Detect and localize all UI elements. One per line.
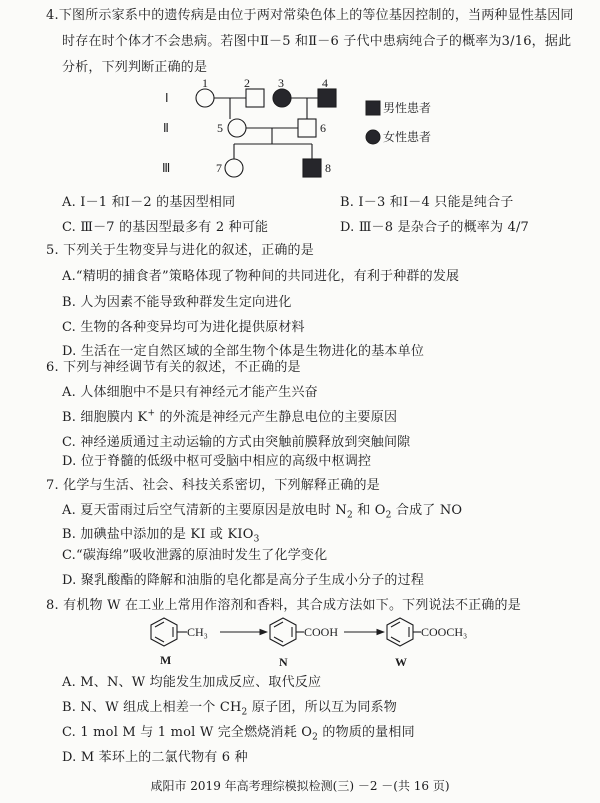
individual-6-male [298,119,316,137]
label-n: N [279,655,288,669]
generation-III-label: Ⅲ [162,161,171,175]
n-substituent: COOH [304,625,339,639]
svg-text:8: 8 [325,161,331,175]
pedigree-legend [366,100,431,144]
q4-stem-line3: 分析，下列判断正确的是 [62,60,208,75]
legend-male-affected-label: 男性患者 [383,101,432,115]
individual-8-male-affected [303,159,321,177]
svg-text:4: 4 [322,76,328,90]
synthesis-scheme [140,614,480,672]
q8-stem: 8. 有机物 W 在工业上常用作溶剂和香料，其合成方法如下。下列说法不正确的是 [46,598,521,613]
svg-text:6: 6 [320,121,326,135]
q5-option-c: C. 生物的各种变异均可为进化提供原材料 [62,320,305,335]
label-m: M [160,653,172,667]
q6-option-a: A. 人体细胞中不是只有神经元才能产生兴奋 [62,385,318,400]
q4-stem-line1: 4.下图所示家系中的遗传病是由位于两对常染色体上的等位基因控制的，当两种显性基因同 [46,8,574,23]
pedigree-diagram [150,76,480,194]
q5-stem: 5. 下列关于生物变异与进化的叙述，正确的是 [46,243,314,258]
q4-option-a: A. Ⅰ－1 和Ⅰ－2 的基因型相同 [62,195,236,210]
q8-option-d: D. M 苯环上的二氯代物有 6 种 [62,750,248,765]
q6-option-d: D. 位于脊髓的低级中枢可受脑中相应的高级中枢调控 [62,454,372,469]
male-affected-legend-icon [366,101,380,115]
individual-3-female-affected [273,89,291,107]
q4-stem-line2: 时存在时个体才不会患病。若图中Ⅱ－5 和Ⅱ－6 子代中患病纯合子的概率为3/16，据此 [62,34,572,49]
label-w: W [395,655,407,669]
w-substituent: COOCH₃ [421,625,468,639]
benzene-ring-w [387,618,421,646]
q4-number: 4. [46,8,59,23]
legend-female-affected-label: 女性患者 [383,130,432,144]
q7-option-c: C.“碳海绵”吸收泄露的原油时发生了化学变化 [62,548,328,563]
female-affected-legend-icon [366,130,380,144]
q4-option-d: D. Ⅲ－8 是杂合子的概率为 4/7 [340,220,530,235]
q5-option-d: D. 生活在一定自然区域的全部生物个体是生物进化的基本单位 [62,344,425,359]
individual-4-male-affected [318,89,336,107]
generation-II-label: Ⅱ [163,121,169,135]
q5-option-a: A.“精明的捕食者”策略体现了物种间的共同进化，有利于种群的发展 [62,269,460,284]
svg-text:5: 5 [217,121,223,135]
svg-text:1: 1 [202,76,208,90]
q7-option-d: D. 聚乳酸酯的降解和油脂的皂化都是高分子生成小分子的过程 [62,573,425,588]
svg-text:7: 7 [216,161,222,175]
generation-I-label: Ⅰ [165,91,169,105]
q4-option-b: B. Ⅰ－3 和Ⅰ－4 只能是纯合子 [340,195,514,210]
q4-option-c: C. Ⅲ－7 的基因型最多有 2 种可能 [62,220,269,235]
individual-1-female [196,89,214,107]
individual-7-female [225,159,243,177]
q8-option-a: A. M、N、W 均能发生加成反应、取代反应 [62,675,322,690]
q7-option-b: B. 加碘盐中添加的是 KI 或 $KIO_3$ [62,527,260,545]
q6-option-b: B. 细胞膜内 K+ 的外流是神经元产生静息电位的主要原因 [62,408,398,425]
page-footer: 咸阳市 2019 年高考理综模拟检测(三) －2 －(共 16 页) [150,779,450,793]
svg-text:3: 3 [278,76,284,90]
q6-option-c: C. 神经递质通过主动运输的方式由突触前膜释放到突触间隙 [62,435,411,450]
q8-option-b: B. N、W 组成上相差一个 $CH_2$ 原子团，所以互为同系物 [62,700,397,718]
q8-option-c: C. 1 mol M 与 1 mol W 完全燃烧消耗 $O_2$ 的物质的量相同 [62,725,415,743]
q6-stem: 6. 下列与神经调节有关的叙述，不正确的是 [46,360,301,375]
individual-2-male [246,89,264,107]
q7-stem: 7. 化学与生活、社会、科技关系密切，下列解释正确的是 [46,478,380,493]
q5-option-b: B. 人为因素不能导致种群发生定向进化 [62,295,292,310]
q7-option-a: A. 夏天雷雨过后空气清新的主要原因是放电时 $N_2$ 和 $O_2$ 合成了 NO [62,503,463,521]
m-substituent: CH₃ [187,625,208,639]
benzene-ring-m [151,618,187,646]
individual-5-female [228,119,246,137]
benzene-ring-n [270,618,304,646]
svg-text:2: 2 [244,76,250,90]
